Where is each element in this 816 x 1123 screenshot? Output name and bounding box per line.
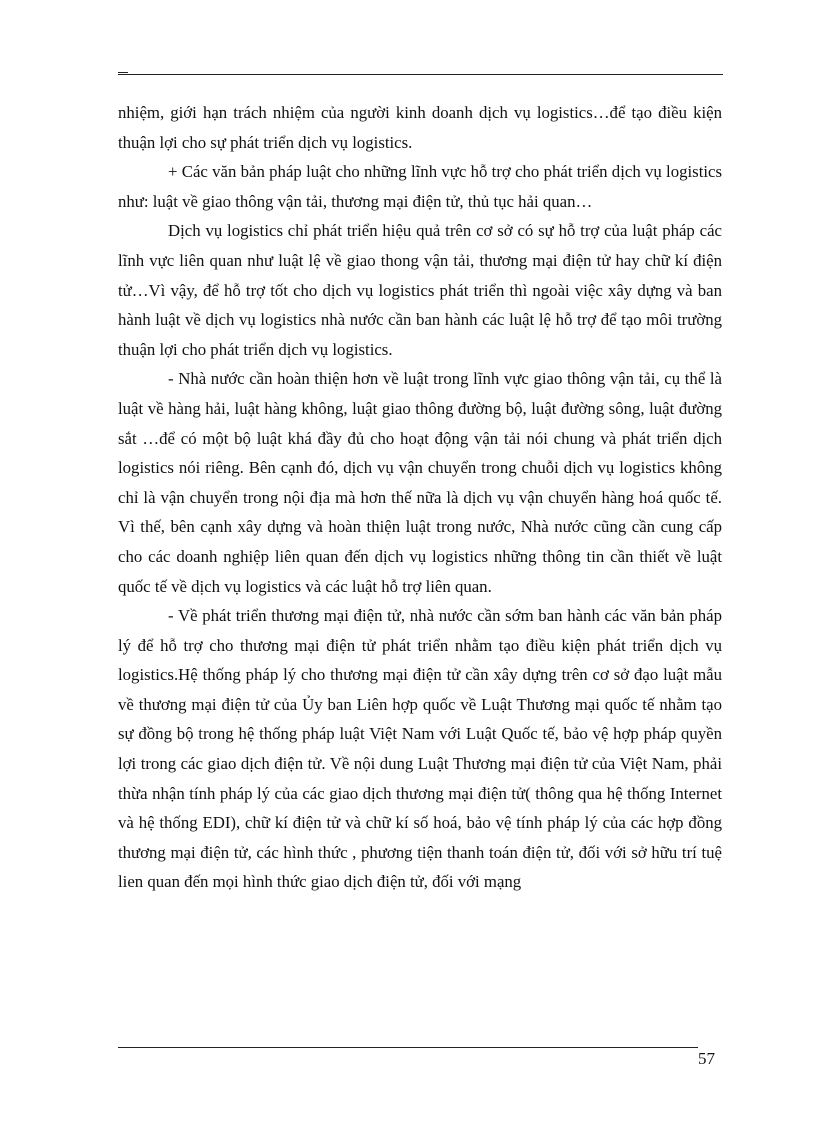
paragraph-transport-law: - Nhà nước cần hoàn thiện hơn về luật trong lĩnh vực giao thông vận tải, cụ thể là luật về hàng hải, luật hàng không, luật giao thông đường bộ, luật đường sông, luật đường sắt …để có một bộ luật khá đầy đủ cho hoạt động vận tải nói chung và phát triển dịch logistics nói riêng. Bên cạnh đó, dịch vụ vận chuyển trong chuỗi dịch vụ logistics không chỉ là vận chuyển trong nội địa mà hơn thế nữa là dịch vụ vận chuyển hàng hoá quốc tế. Vì thế, bên cạnh xây dựng và hoàn thiện luật trong nước, Nhà nước cũng cần cung cấp cho các doanh nghiệp liên quan đến dịch vụ logistics những thông tin cần thiết về luật quốc tế về dịch vụ logistics và các luật hỗ trợ liên quan.: [118, 369, 722, 596]
paragraph-logistics-development: Dịch vụ logistics chỉ phát triển hiệu quả trên cơ sở có sự hỗ trợ của luật pháp các lĩnh vực liên quan như luật lệ về giao thong vận tải, thương mại điện tử hay chữ kí điện tử…Vì vậy, để hỗ trợ tốt cho dịch vụ logistics phát triển thì ngoài việc xây dựng và ban hành luật về dịch vụ logistics nhà nước cần ban hành các luật lệ hỗ trợ để tạo môi trường thuận lợi cho phát triển dịch vụ logistics.: [118, 221, 722, 359]
page-body: [118, 98, 722, 897]
header-rule: [118, 74, 723, 75]
paragraph-support-laws: + Các văn bản pháp luật cho những lĩnh vực hỗ trợ cho phát triển dịch vụ logistics như: luật về giao thông vận tải, thương mại điện tử, thủ tục hải quan…: [118, 162, 722, 211]
header-rule-tick: [118, 72, 128, 73]
paragraph-ecommerce-law: - Về phát triển thương mại điện tử, nhà nước cần sớm ban hành các văn bản pháp lý để hỗ trợ cho thương mại điện tử phát triển nhằm tạo điều kiện phát triển dịch vụ logistics.Hệ thống pháp lý cho thương mại điện tử cần xây dựng trên cơ sở đạo luật mẫu về thương mại điện tử của Ủy ban Liên hợp quốc về Luật Thương mại quốc tế nhằm tạo sự đồng bộ trong hệ thống pháp luật Việt Nam với Luật Quốc tế, bảo vệ hợp pháp quyền lợi trong các giao dịch điện tử. Về nội dung Luật Thương mại điện tử của Việt Nam, phải thừa nhận tính pháp lý của các giao dịch thương mại điện tử( thông qua hệ thống Internet và hệ thống EDI), chữ kí điện tử và chữ kí số hoá, bảo vệ tính pháp lý của các hợp đồng thương mại điện tử, các hình thức , phương tiện thanh toán điện tử, đối với sở hữu trí tuệ lien quan đến mọi hình thức giao dịch điện tử, đối với mạng: [118, 606, 722, 892]
page-number: 57: [698, 1049, 715, 1068]
footer-rule: [118, 1047, 698, 1048]
paragraph-continuation: nhiệm, giới hạn trách nhiệm của người kinh doanh dịch vụ logistics…để tạo điều kiện thuận lợi cho sự phát triển dịch vụ logistics.: [118, 103, 722, 152]
